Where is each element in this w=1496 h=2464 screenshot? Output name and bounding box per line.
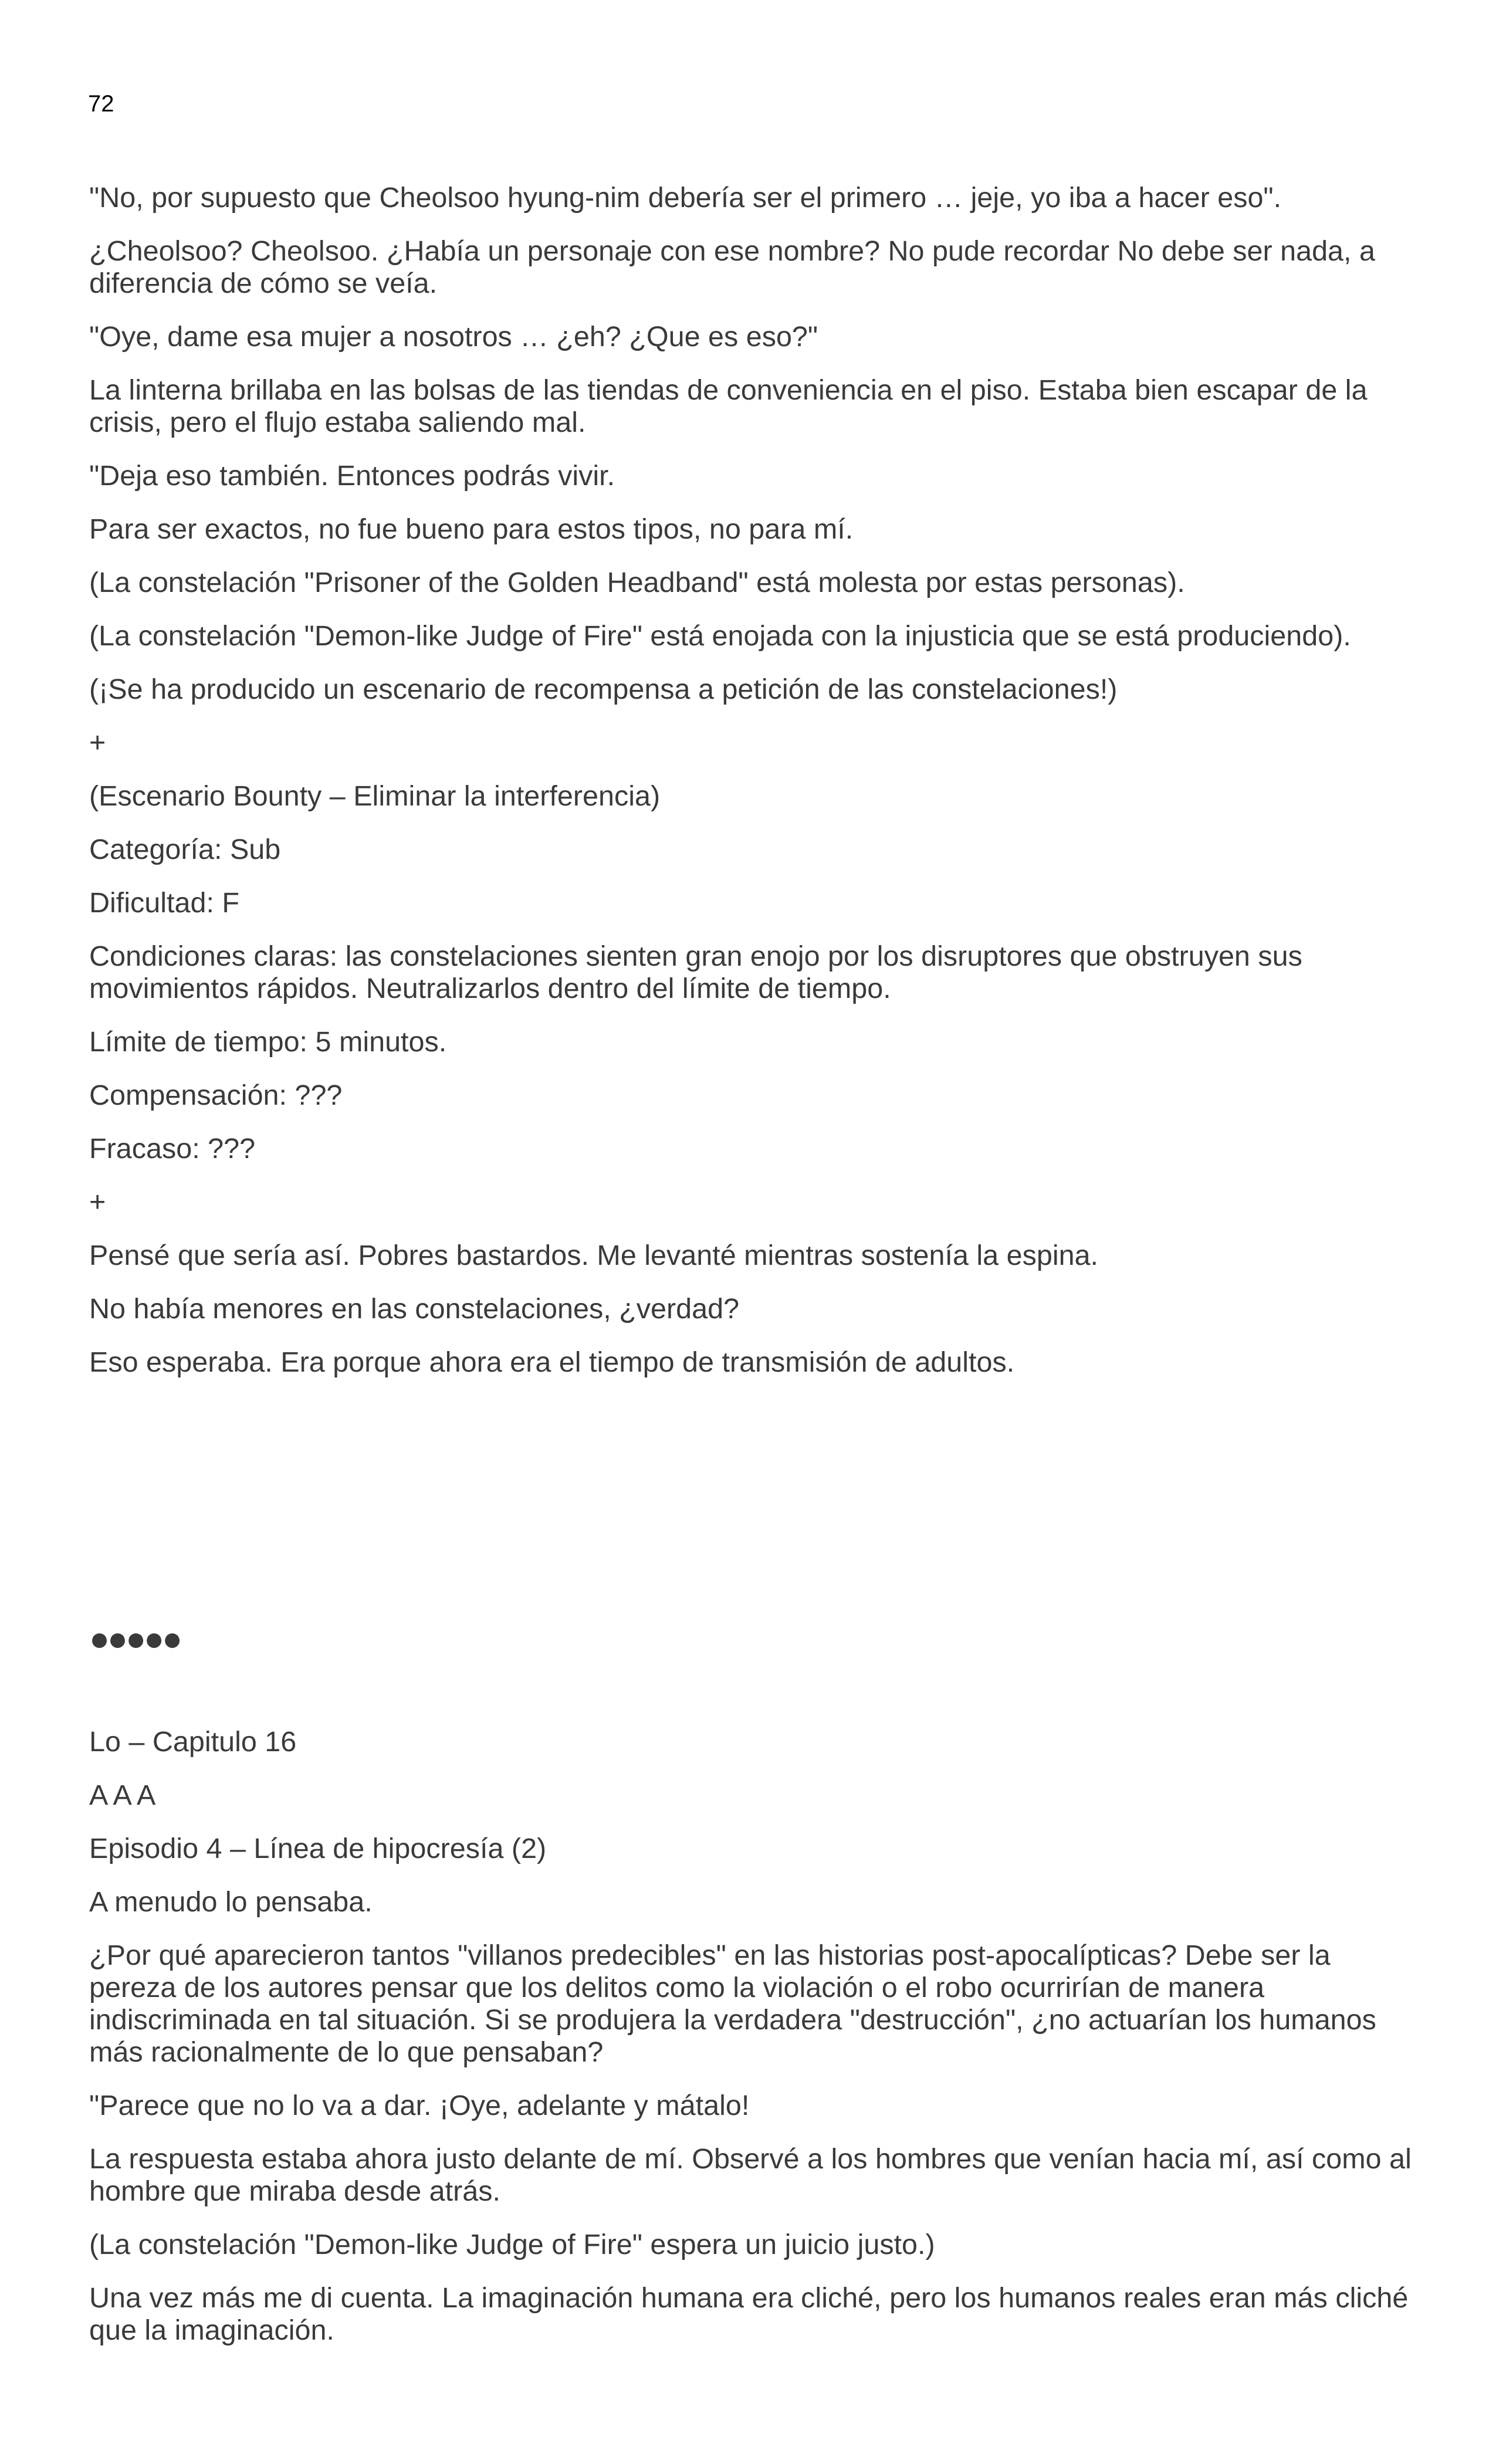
scenario-difficulty: Dificultad: F — [89, 887, 240, 919]
paragraph: Una vez más me di cuenta. La imaginación humana era cliché, pero los humanos reales eran más cliché que la imaginación. — [89, 2282, 1409, 2346]
paragraph: Para ser exactos, no fue bueno para estos tipos, no para mí. — [89, 513, 854, 545]
paragraph: ¿Por qué aparecieron tantos "villanos predecibles" en las historias post-apocalípticas? Debe ser la pereza de los autores pensar que los delitos como la violación o el robo ocurrirían de manera indiscriminada en tal situación. Si se produjera la verdadera "destrucción", ¿no actuarían los humanos más racionalmente de lo que pensaban? — [89, 1940, 1376, 2068]
paragraph: "Parece que no lo va a dar. ¡Oye, adelante y mátalo! — [89, 2090, 750, 2121]
paragraph: "Oye, dame esa mujer a nosotros … ¿eh? ¿Que es eso?" — [89, 321, 818, 353]
plus-marker: + — [89, 1186, 106, 1218]
paragraph: (¡Se ha producido un escenario de recompensa a petición de las constelaciones!) — [89, 673, 1118, 705]
paragraph: (La constelación "Prisoner of the Golden Headband" está molesta por estas personas). — [89, 567, 1185, 598]
episode-title: Episodio 4 – Línea de hipocresía (2) — [89, 1833, 547, 1864]
paragraph: Eso esperaba. Era porque ahora era el tiempo de transmisión de adultos. — [89, 1346, 1015, 1378]
scenario-time-limit: Límite de tiempo: 5 minutos. — [89, 1026, 447, 1058]
paragraph: A menudo lo pensaba. — [89, 1886, 373, 1918]
paragraph: "Deja eso también. Entonces podrás vivir. — [89, 460, 615, 492]
paragraph: La respuesta estaba ahora justo delante de mí. Observé a los hombres que venían hacia mí, así como al hombre que miraba desde atrás. — [89, 2143, 1412, 2207]
plus-marker: + — [89, 727, 106, 759]
scenario-category: Categoría: Sub — [89, 834, 281, 865]
blank-space — [89, 1400, 1415, 1622]
paragraph: (La constelación "Demon-like Judge of Fire" espera un juicio justo.) — [89, 2229, 935, 2260]
scenario-conditions: Condiciones claras: las constelaciones sienten gran enojo por los disruptores que obstruyen sus movimientos rápidos. Neutralizarlos dentro del límite de tiempo. — [89, 940, 1302, 1004]
paragraph: "No, por supuesto que Cheolsoo hyung-nim debería ser el primero … jeje, yo iba a hacer eso". — [89, 182, 1282, 214]
scenario-compensation: Compensación: ??? — [89, 1079, 343, 1111]
page-number: 72 — [88, 91, 114, 117]
scenario-failure: Fracaso: ??? — [89, 1133, 256, 1165]
paragraph: La linterna brillaba en las bolsas de las tiendas de conveniencia en el piso. Estaba bien escapar de la crisis, pero el flujo estaba saliendo mal. — [89, 374, 1368, 438]
page-content — [89, 182, 1415, 2368]
section-separator: ●●●●● — [89, 1620, 181, 1658]
font-size-controls: A A A — [89, 1779, 156, 1811]
paragraph: ¿Cheolsoo? Cheolsoo. ¿Había un personaje con ese nombre? No pude recordar No debe ser nada, a diferencia de cómo se veía. — [89, 235, 1375, 299]
paragraph: (La constelación "Demon-like Judge of Fire" está enojada con la injusticia que se está produciendo). — [89, 620, 1351, 652]
scenario-title: (Escenario Bounty – Eliminar la interferencia) — [89, 780, 661, 812]
paragraph: No había menores en las constelaciones, ¿verdad? — [89, 1293, 740, 1325]
paragraph: Pensé que sería así. Pobres bastardos. Me levanté mientras sostenía la espina. — [89, 1240, 1099, 1271]
chapter-title: Lo – Capitulo 16 — [89, 1726, 297, 1758]
